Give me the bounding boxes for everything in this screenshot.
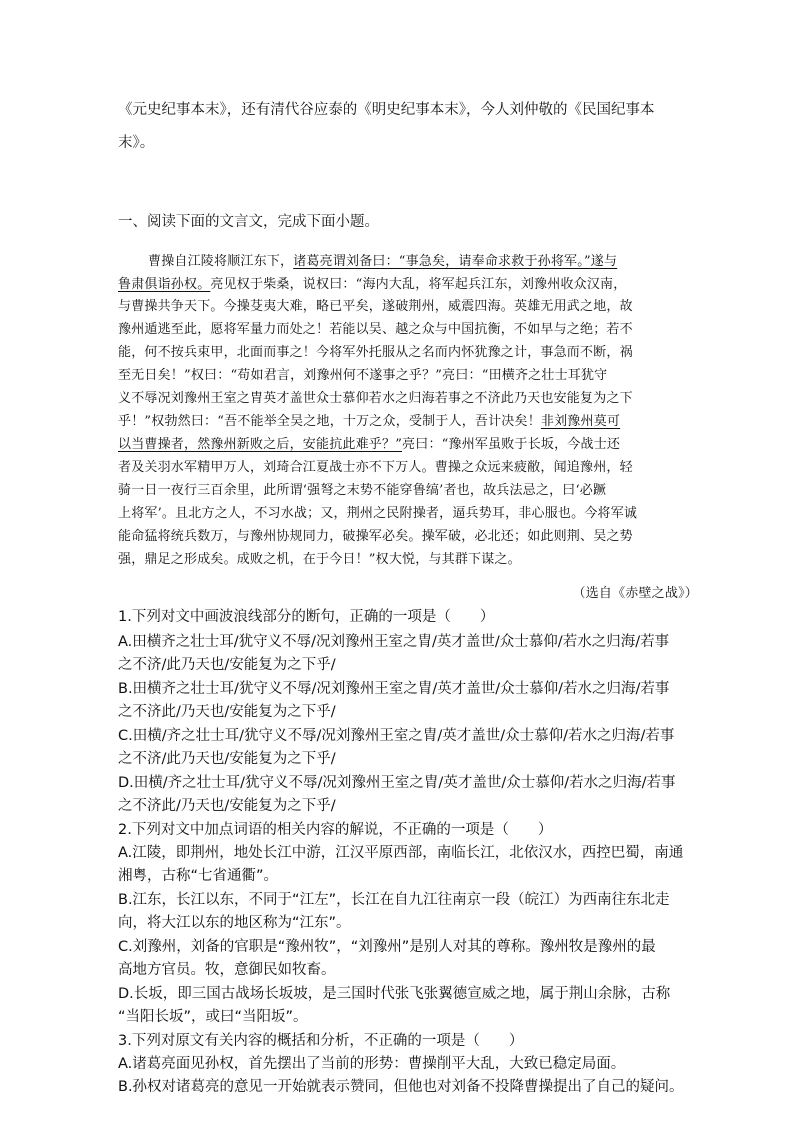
passage-line: 以当曹操者，然豫州新败之后，安能抗此难乎？”亮曰：“豫州军虽败于长坂，今战士还	[118, 437, 621, 452]
question-1-option-b-cont: 之不济此/乃天也/安能复为之下乎/	[118, 704, 336, 720]
underlined-sentence: 以当曹操者，然豫州新败之后，安能抗此难乎？”	[118, 437, 403, 452]
question-1-option-d: D.田横/齐之壮士耳/犹守义不辱/况刘豫州王室之胄/英才盖世/众士慕仰/若水之归海/若事	[118, 775, 676, 791]
passage-line: 强，鼎足之形成矣。成败之机，在于今日！”权大悦，与其群下谋之。	[118, 552, 521, 567]
passage-line: 至无日矣！”权曰：“苟如君言，刘豫州何不遂事之乎？”亮曰：“田横齐之壮士耳犹守	[118, 368, 608, 383]
question-2-option-c: C.刘豫州，刘备的官职是“豫州牧”，“刘豫州”是别人对其的尊称。豫州牧是豫州的最	[118, 939, 656, 955]
passage-line: 能命猛将统兵数万，与豫州协规同力，破操军必矣。操军破，必北还；如此则荆、吴之势	[118, 529, 633, 544]
passage-line: 乎！”权勃然曰：“吾不能举全吴之地，十万之众，受制于人，吾计决矣！非刘豫州莫可	[118, 414, 621, 429]
passage-line: 与曹操共争天下。今操芟夷大难，略已平矣，遂破荆州，威震四海。英雄无用武之地，故	[118, 299, 633, 314]
question-2-option-b: B.江东，长江以东，不同于“江左”，长江在自九江往南京一段（皖江）为西南往东北走	[118, 892, 670, 908]
intro-line-2: 末》。	[118, 135, 155, 151]
question-2-option-a: A.江陵，即荆州，地处长江中游，江汉平原西部，南临长江，北依汉水，西控巴蜀，南通	[118, 845, 684, 861]
section-heading: 一、阅读下面的文言文，完成下面小题。	[118, 214, 379, 230]
question-2-option-c-cont: 高地方官员。牧，意御民如牧畜。	[118, 962, 336, 978]
question-1-option-b: B.田横齐之壮士耳/犹守义不辱/况刘豫州王室之胄/英才盖世/众士慕仰/若水之归海/若事	[118, 681, 670, 697]
question-2-option-d-cont: “当阳长坂”，或曰“当阳坂”。	[118, 1009, 308, 1025]
passage-line: 上将军’。且北方之人，不习水战；又，荆州之民附操者，逼兵势耳，非心服也。今将军诚	[118, 506, 638, 521]
underlined-sentence: 非刘豫州莫可	[540, 414, 621, 429]
question-3-option-b: B.孙权对诸葛亮的意见一开始就表示赞同，但他也对刘备不投降曹操提出了自己的疑问。	[118, 1079, 684, 1095]
passage-source: （选自《赤壁之战》）	[572, 586, 698, 601]
question-1-stem: 1.下列对文中画波浪线部分的断句，正确的一项是（ ）	[118, 609, 495, 625]
question-1-option-a: A.田横齐之壮士耳/犹守义不辱/况刘豫州王室之胄/英才盖世/众士慕仰/若水之归海/若事	[118, 634, 670, 650]
question-1-option-c: C.田横/齐之壮士耳/犹守义不辱/况刘豫州王室之胄/英才盖世/众士慕仰/若水之归海/若事	[118, 728, 675, 744]
question-2-option-b-cont: 向，将大江以东的地区称为“江东”。	[118, 915, 351, 931]
question-2-stem: 2.下列对文中加点词语的相关内容的解说，不正确的一项是（ ）	[118, 822, 553, 838]
passage-line: 曹操自江陵将顺江东下，诸葛亮谓刘备曰：“事急矣，请奉命求救于孙将军。”遂与	[148, 254, 618, 269]
underlined-sentence: 鲁肃俱诣孙权。	[118, 277, 211, 292]
question-3-option-a: A.诸葛亮面见孙权，首先摆出了当前的形势：曹操削平大乱，大致已稳定局面。	[118, 1056, 626, 1072]
question-3-stem: 3.下列对原文有关内容的概括和分析，不正确的一项是（ ）	[118, 1033, 524, 1049]
passage-line: 豫州遁逃至此，愿将军量力而处之！若能以吴、越之众与中国抗衡，不如早与之绝；若不	[118, 322, 633, 337]
passage-line: 鲁肃俱诣孙权。亮见权于柴桑，说权曰：“海内大乱，将军起兵江东，刘豫州收众汉南，	[118, 277, 627, 292]
question-1-option-a-cont: 之不济/此乃天也/安能复为之下乎/	[118, 657, 336, 673]
question-2-option-d: D.长坂，即三国古战场长坂坡，是三国时代张飞张翼德宣威之地，属于荆山余脉，古称	[118, 986, 671, 1002]
question-2-option-a-cont: 湘粤，古称“七省通衢”。	[118, 868, 279, 884]
passage-line: 能，何不按兵束甲，北面而事之！今将军外托服从之名而内怀犹豫之计，事急而不断，祸	[118, 345, 633, 360]
passage-line: 义不辱况刘豫州王室之胄英才盖世众士慕仰若水之归海若事之不济此乃天也安能复为之下	[118, 391, 633, 406]
underlined-sentence: 诸葛亮谓刘备曰：“事急矣，请奉命求救于孙将军。”	[293, 254, 591, 269]
intro-line-1: 《元史纪事本末》，还有清代谷应泰的《明史纪事本末》，今人刘仲敬的《民国纪事本	[118, 102, 655, 118]
passage-line: 骑一日一夜行三百余里，此所谓‘强弩之末势不能穿鲁缟’者也，故兵法忌之，曰‘必蹶	[118, 483, 607, 498]
passage-line: 者及关羽水军精甲万人，刘琦合江夏战士亦不下万人。曹操之众远来疲敝，闻追豫州，轻	[118, 460, 633, 475]
question-1-option-c-cont: 之不济/此乃天也/安能复为之下乎/	[118, 751, 336, 767]
question-1-option-d-cont: 之不济此/乃天也/安能复为之下乎/	[118, 798, 336, 814]
